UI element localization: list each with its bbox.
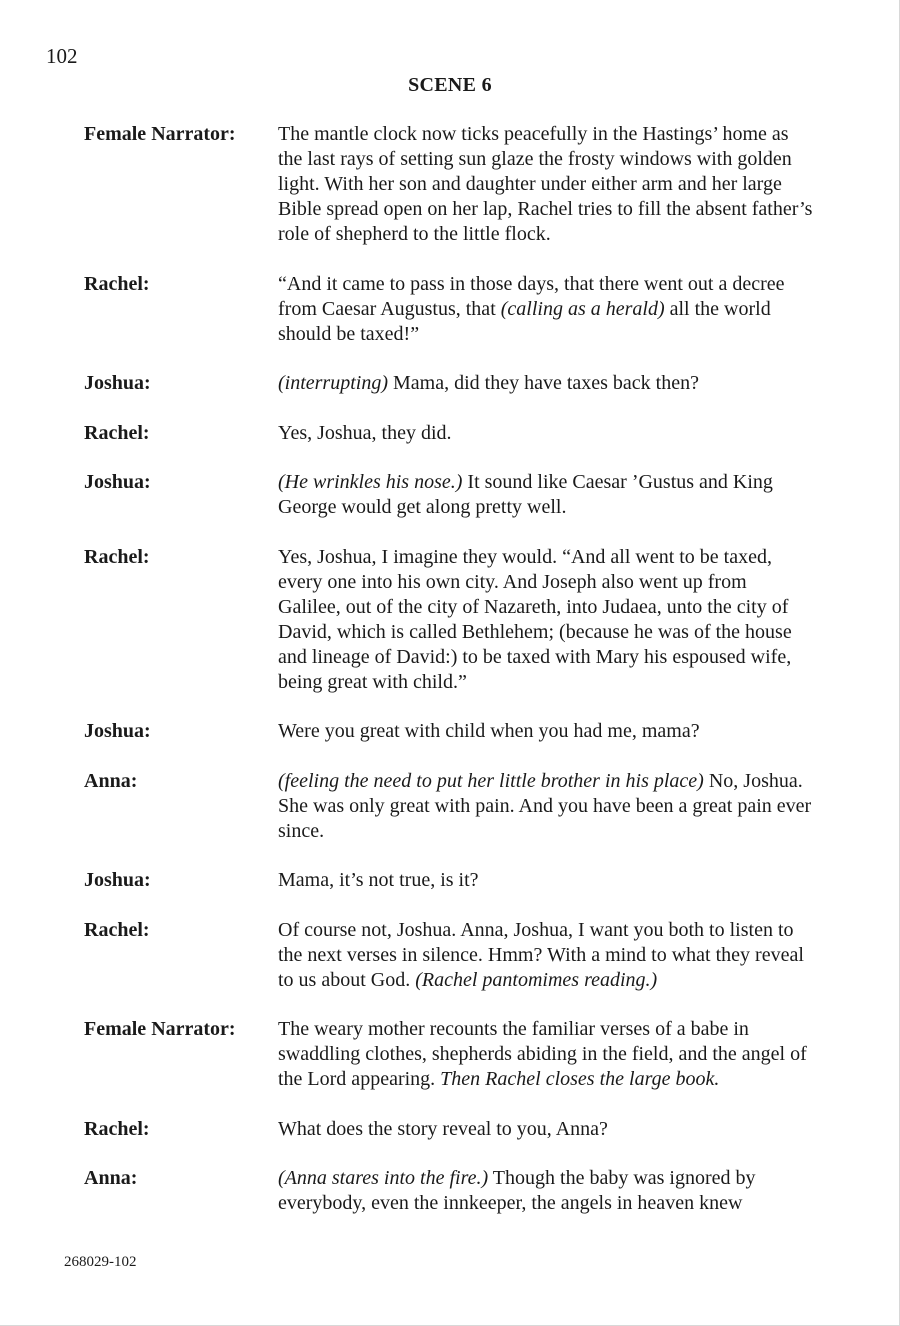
line-text: Were you great with child when you had me, mama? bbox=[278, 720, 700, 742]
speaker-name: Rachel: bbox=[84, 1117, 150, 1140]
stage-direction: (Rachel pantomimes reading.) bbox=[415, 968, 658, 991]
dialogue-line bbox=[278, 719, 813, 744]
line-text: Yes, Joshua, they did. bbox=[278, 421, 452, 444]
dialogue-line bbox=[278, 545, 813, 695]
stage-direction: Then Rachel closes the large book. bbox=[440, 1068, 720, 1090]
speaker-name: Rachel: bbox=[84, 918, 150, 941]
line-text: all the world should be taxed!” bbox=[278, 297, 771, 345]
dialogue-line bbox=[278, 1166, 813, 1216]
scene-title: SCENE 6 bbox=[408, 74, 492, 96]
dialogue-entry bbox=[84, 371, 824, 396]
line-text: What does the story reveal to you, Anna? bbox=[278, 1117, 608, 1140]
dialogue-line bbox=[278, 1117, 813, 1142]
speaker-name: Rachel: bbox=[84, 545, 150, 568]
dialogue-entry bbox=[84, 470, 824, 520]
dialogue-entry bbox=[84, 545, 824, 695]
line-text: No, Joshua. She was only great with pain. And you have been a great pain ever since. bbox=[278, 769, 812, 842]
dialogue-line bbox=[278, 470, 813, 520]
dialogue-entry bbox=[84, 1166, 824, 1216]
footer-code: 268029-102 bbox=[64, 1254, 137, 1270]
line-text: Of course not, Joshua. Anna, Joshua, I want you both to listen to the next verses in silence. Hmm? With a mind to what they reveal to us about God. bbox=[278, 918, 804, 991]
dialogue-line bbox=[278, 769, 813, 844]
dialogue-entry bbox=[84, 1117, 824, 1142]
dialogue-entry bbox=[84, 918, 824, 993]
line-text: It sound like Caesar ’Gustus and King George would get along pretty well. bbox=[278, 471, 773, 518]
speaker-name: Joshua: bbox=[84, 471, 151, 493]
line-text: The weary mother recounts the familiar verses of a babe in swaddling clothes, shepherds abiding in the field, and the angel of the Lord appearing. bbox=[278, 1018, 807, 1090]
dialogue-line bbox=[278, 122, 813, 247]
dialogue-line bbox=[278, 421, 813, 446]
page-number: 102 bbox=[46, 44, 78, 68]
line-text: Yes, Joshua, I imagine they would. “And all went to be taxed, every one into his own city. And Joseph also went up from Galilee, out of the city of Nazareth, into Judaea, unto the city of David, which is called Bethlehem; (because he was of the house and lineage of David:) to be taxed with Mary his espoused wife, being great with child.” bbox=[278, 545, 792, 693]
speaker-name: Female Narrator: bbox=[84, 1018, 236, 1040]
dialogue-entry bbox=[84, 769, 824, 844]
stage-direction: (interrupting) bbox=[278, 372, 388, 394]
dialogue-entry bbox=[84, 421, 824, 446]
stage-direction: (calling as a herald) bbox=[500, 297, 665, 320]
dialogue-entry bbox=[84, 719, 824, 744]
speaker-name: Rachel: bbox=[84, 421, 150, 444]
dialogue-line bbox=[278, 272, 813, 347]
dialogue-line bbox=[278, 1017, 813, 1092]
stage-direction: (He wrinkles his nose.) bbox=[278, 471, 463, 493]
line-text: “And it came to pass in those days, that there went out a decree from Caesar Augustus, that bbox=[278, 272, 785, 320]
dialogue-entry bbox=[84, 122, 824, 247]
line-text: The mantle clock now ticks peacefully in the Hastings’ home as the last rays of setting sun glaze the frosty windows with golden light. With her son and daughter under either arm and her large Bible spread open on her lap, Rachel tries to fill the absent father’s role of shepherd to the little flock. bbox=[278, 123, 813, 245]
stage-direction: (Anna stares into the fire.) bbox=[278, 1167, 489, 1189]
speaker-name: Female Narrator: bbox=[84, 123, 236, 145]
stage-direction: (feeling the need to put her little brother in his place) bbox=[278, 769, 704, 792]
speaker-name: Anna: bbox=[84, 1167, 138, 1189]
dialogue-entry bbox=[84, 1017, 824, 1092]
speaker-name: Joshua: bbox=[84, 372, 151, 394]
dialogue-entry bbox=[84, 868, 824, 893]
script-body bbox=[84, 122, 824, 1241]
speaker-name: Rachel: bbox=[84, 272, 150, 295]
dialogue-line bbox=[278, 868, 813, 893]
dialogue-line bbox=[278, 371, 813, 396]
line-text: Mama, did they have taxes back then? bbox=[388, 372, 699, 394]
line-text: Though the baby was ignored by everybody, even the innkeeper, the angels in heaven knew bbox=[278, 1167, 756, 1214]
dialogue-entry bbox=[84, 272, 824, 347]
dialogue-line bbox=[278, 918, 813, 993]
speaker-name: Joshua: bbox=[84, 869, 151, 891]
speaker-name: Anna: bbox=[84, 769, 138, 792]
line-text: Mama, it’s not true, is it? bbox=[278, 869, 479, 891]
speaker-name: Joshua: bbox=[84, 720, 151, 742]
